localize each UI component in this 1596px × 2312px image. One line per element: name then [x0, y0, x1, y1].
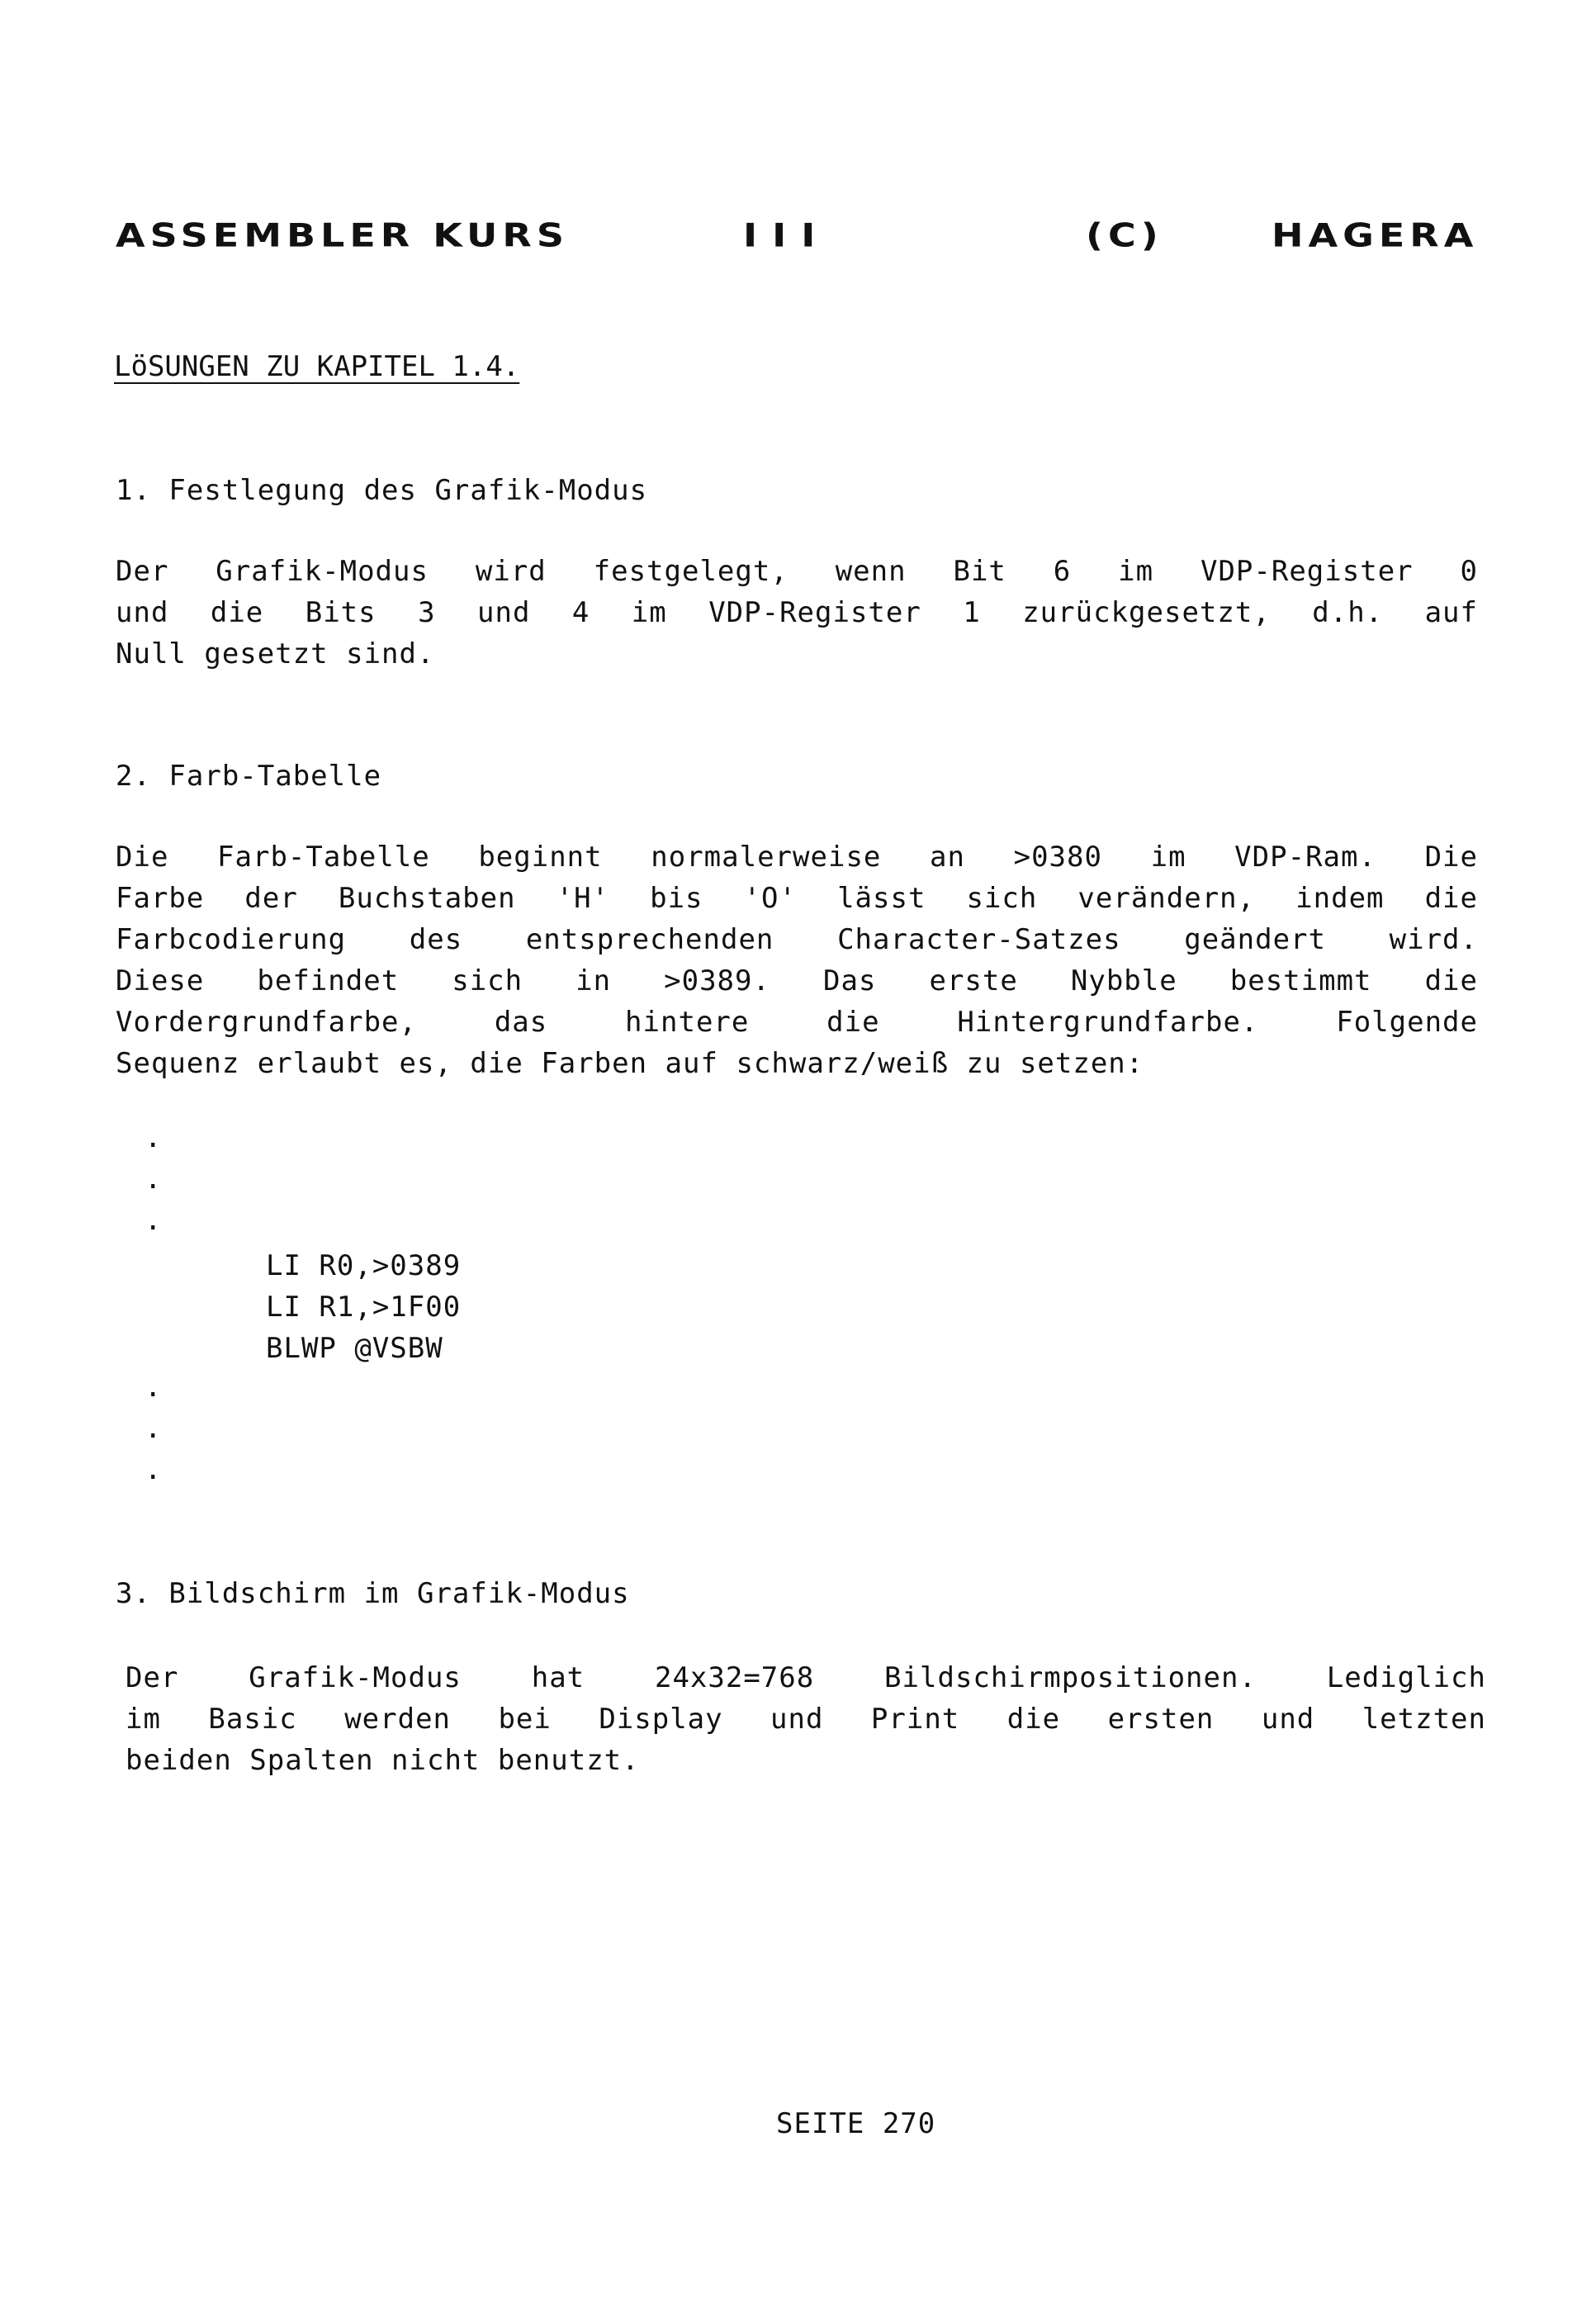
code-line: BLWP @VSBW	[266, 1332, 443, 1365]
ellipsis-dots-bottom	[144, 1367, 161, 1490]
code-line: LI R1,>1F00	[266, 1291, 462, 1324]
section-2-line: Die Farb-Tabelle beginnt normalerweise an >0380 im VDP-Ram. Die	[116, 841, 1478, 874]
chapter-subheading: LöSUNGEN ZU KAPITEL 1.4.	[114, 350, 520, 383]
code-block	[266, 1245, 461, 1369]
section-2-line: Farbe der Buchstaben 'H' bis 'O' lässt sich verändern, indem die	[116, 882, 1478, 915]
section-2-line: Vordergrundfarbe, das hintere die Hintergrundfarbe. Folgende	[116, 1006, 1478, 1039]
section-1-line: Der Grafik-Modus wird festgelegt, wenn Bit 6 im VDP-Register 0	[116, 555, 1478, 588]
section-3-title: 3. Bildschirm im Grafik-Modus	[116, 1577, 630, 1610]
section-2-line: Sequenz erlaubt es, die Farben auf schwarz/weiß zu setzen:	[116, 1047, 1144, 1080]
ellipsis-dot: .	[144, 1412, 162, 1445]
ellipsis-dot: .	[144, 1163, 162, 1196]
ellipsis-dot: .	[144, 1371, 162, 1404]
ellipsis-dots-top	[144, 1117, 161, 1241]
page-header	[116, 216, 1479, 266]
section-3-line: Der Grafik-Modus hat 24x32=768 Bildschirmpositionen. Lediglich	[126, 1661, 1486, 1694]
ellipsis-dot: .	[144, 1121, 162, 1154]
section-2-line: Farbcodierung des entsprechenden Character-Satzes geändert wird.	[116, 923, 1478, 956]
section-2-title: 2. Farb-Tabelle	[116, 760, 382, 793]
section-1-paragraph	[116, 551, 1478, 675]
page-number: SEITE 270	[776, 2107, 936, 2140]
section-3-paragraph	[126, 1657, 1486, 1781]
header-copyright: (C)	[1086, 216, 1163, 254]
section-1-line: und die Bits 3 und 4 im VDP-Register 1 zurückgesetzt, d.h. auf	[116, 596, 1478, 629]
section-3-line: im Basic werden bei Display und Print die ersten und letzten	[126, 1703, 1486, 1736]
header-author: HAGERA	[1272, 216, 1479, 254]
header-volume: III	[743, 216, 831, 254]
ellipsis-dot: .	[144, 1204, 162, 1237]
header-title: ASSEMBLER KURS	[116, 216, 569, 254]
section-1-line: Null gesetzt sind.	[116, 637, 435, 670]
ellipsis-dot: .	[144, 1453, 162, 1486]
section-2-line: Diese befindet sich in >0389. Das erste Nybble bestimmt die	[116, 964, 1478, 997]
section-2-paragraph	[116, 836, 1478, 1084]
section-1-title: 1. Festlegung des Grafik-Modus	[116, 474, 648, 507]
section-3-line: beiden Spalten nicht benutzt.	[126, 1744, 640, 1777]
code-line: LI R0,>0389	[266, 1249, 462, 1282]
